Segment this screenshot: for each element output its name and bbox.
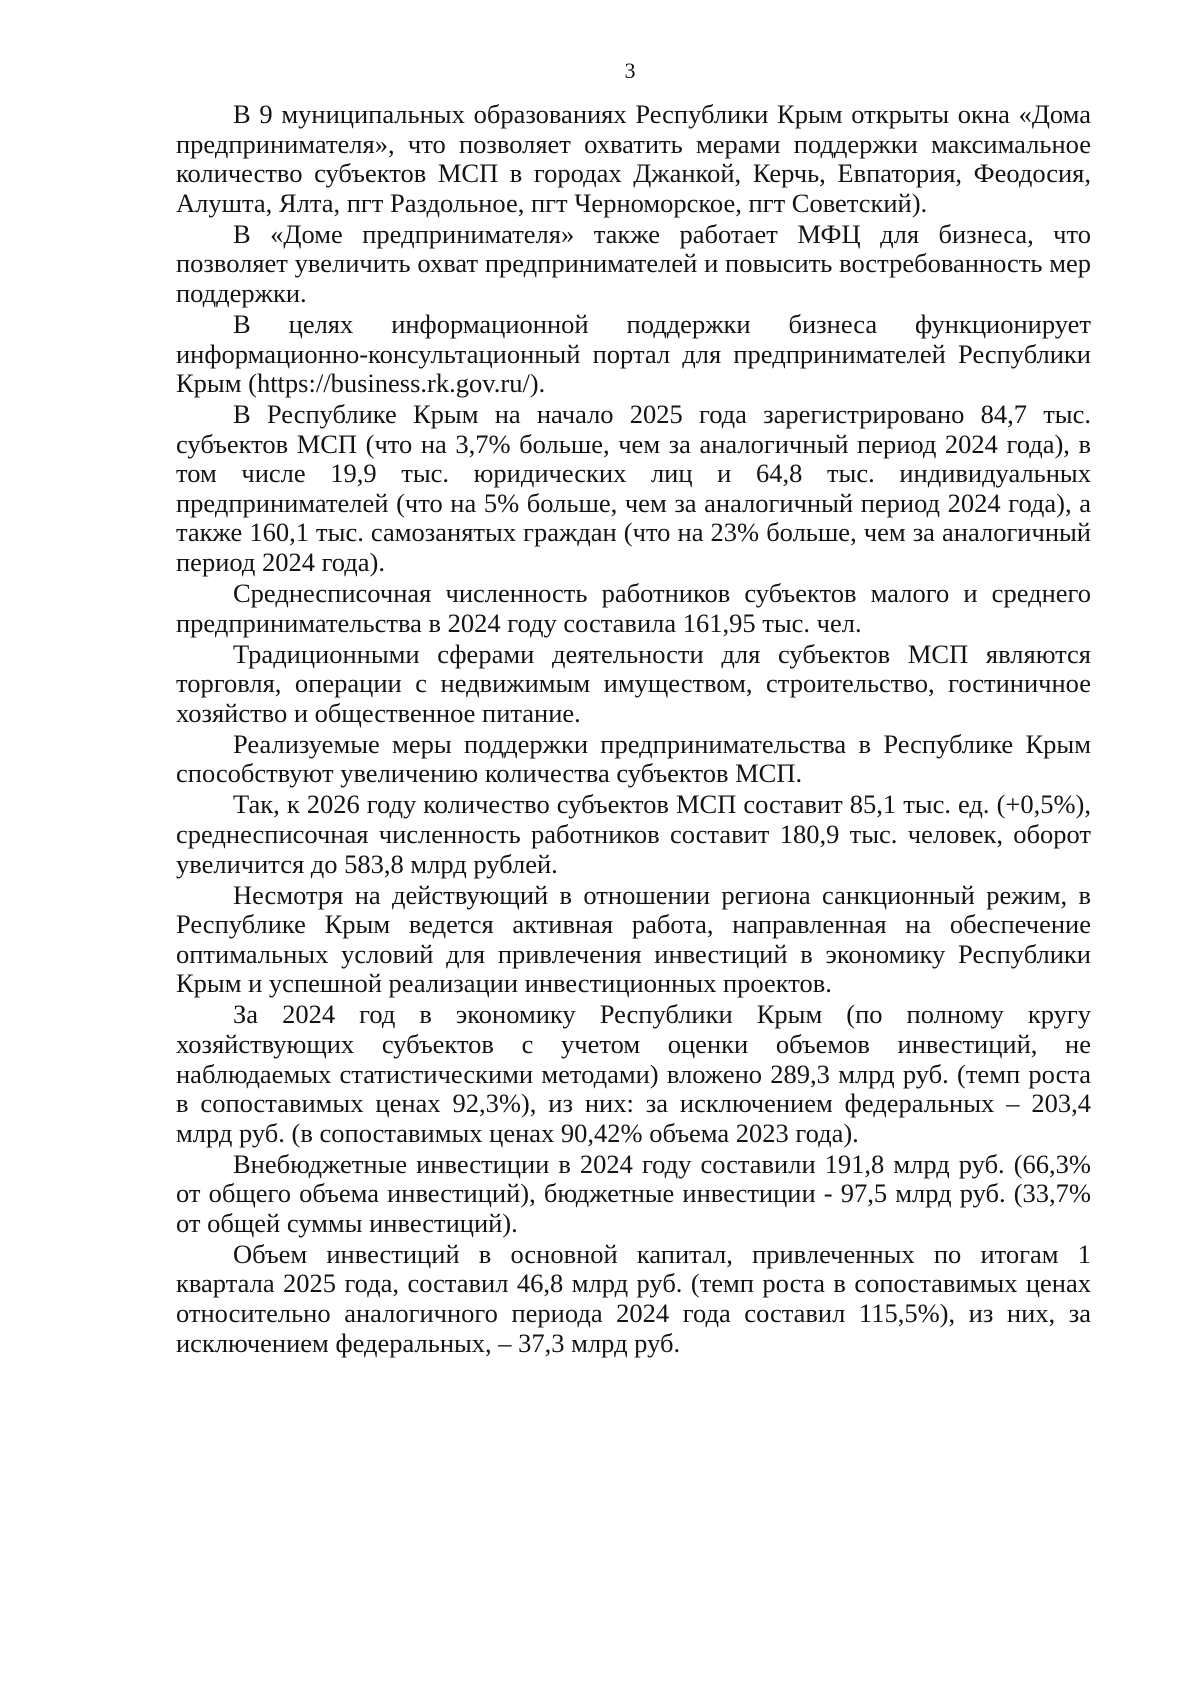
paragraph-support-measures: Реализуемые меры поддержки предпринимательства в Республике Крым способствуют увеличению количества субъектов МСП.: [176, 728, 1091, 789]
document-body: [176, 100, 1091, 1360]
paragraph-mfc-for-business: В «Доме предпринимателя» также работает МФЦ для бизнеса, что позволяет увеличить охват предпринимателей и повысить востребованность мер поддержки.: [176, 218, 1091, 308]
paragraph-extrabudgetary-investment: Внебюджетные инвестиции в 2024 году составили 191,8 млрд руб. (66,3% от общего объема инвестиций), бюджетные инвестиции - 97,5 млрд руб. (33,7% от общей суммы инвестиций).: [176, 1148, 1091, 1238]
paragraph-q1-2025-investment: Объем инвестиций в основной капитал, привлеченных по итогам 1 квартала 2025 года, составил 46,8 млрд руб. (темп роста в сопоставимых ценах относительно аналогичного периода 2024 года составил 115,5%), из них, за исключением федеральных, – 37,3 млрд руб.: [176, 1238, 1091, 1358]
paragraph-average-headcount: Среднесписочная численность работников субъектов малого и среднего предпринимательства в 2024 году составила 161,95 тыс. чел.: [176, 578, 1091, 638]
paragraph-2026-forecast: Так, к 2026 году количество субъектов МСП составит 85,1 тыс. ед. (+0,5%), среднесписочная численность работников составит 180,9 тыс. человек, оборот увеличится до 583,8 млрд рублей.: [176, 789, 1091, 879]
paragraph-sanctions-investment: Несмотря на действующий в отношении региона санкционный режим, в Республике Крым ведется активная работа, направленная на обеспечение оптимальных условий для привлечения инвестиций в экономику Республики Крым и успешной реализации инвестиционных проектов.: [176, 879, 1091, 999]
paragraph-registered-sme: В Республике Крым на начало 2025 года зарегистрировано 84,7 тыс. субъектов МСП (что на 3,7% больше, чем за аналогичный период 2024 года), в том числе 19,9 тыс. юридических лиц и 64,8 тыс. индивидуальных предпринимателей (что на 5% больше, чем за аналогичный период 2024 года), а также 160,1 тыс. самозанятых граждан (что на 23% больше, чем за аналогичный период 2024 года).: [176, 399, 1091, 578]
paragraph-business-houses: В 9 муниципальных образованиях Республики Крым открыты окна «Дома предпринимателя», что позволяет охватить мерами поддержки максимальное количество субъектов МСП в городах Джанкой, Керчь, Евпатория, Феодосия, Алушта, Ялта, пгт Раздольное, пгт Черноморское, пгт Советский).: [176, 99, 1091, 218]
paragraph-info-portal: В целях информационной поддержки бизнеса функционирует информационно-консультационный портал для предпринимателей Республики Крым (https://business.rk.gov.ru/).: [176, 308, 1091, 399]
page-number: 3: [624, 58, 636, 83]
paragraph-2024-investment: За 2024 год в экономику Республики Крым (по полному кругу хозяйствующих субъектов с учетом оценки объемов инвестиций, не наблюдаемых статистическими методами) вложено 289,3 млрд руб. (темп роста в сопоставимых ценах 92,3%), из них: за исключением федеральных – 203,4 млрд руб. (в сопоставимых ценах 90,42% объема 2023 года).: [176, 999, 1091, 1148]
paragraph-traditional-sectors: Традиционными сферами деятельности для субъектов МСП являются торговля, операции с недвижимым имуществом, строительство, гостиничное хозяйство и общественное питание.: [176, 638, 1091, 728]
